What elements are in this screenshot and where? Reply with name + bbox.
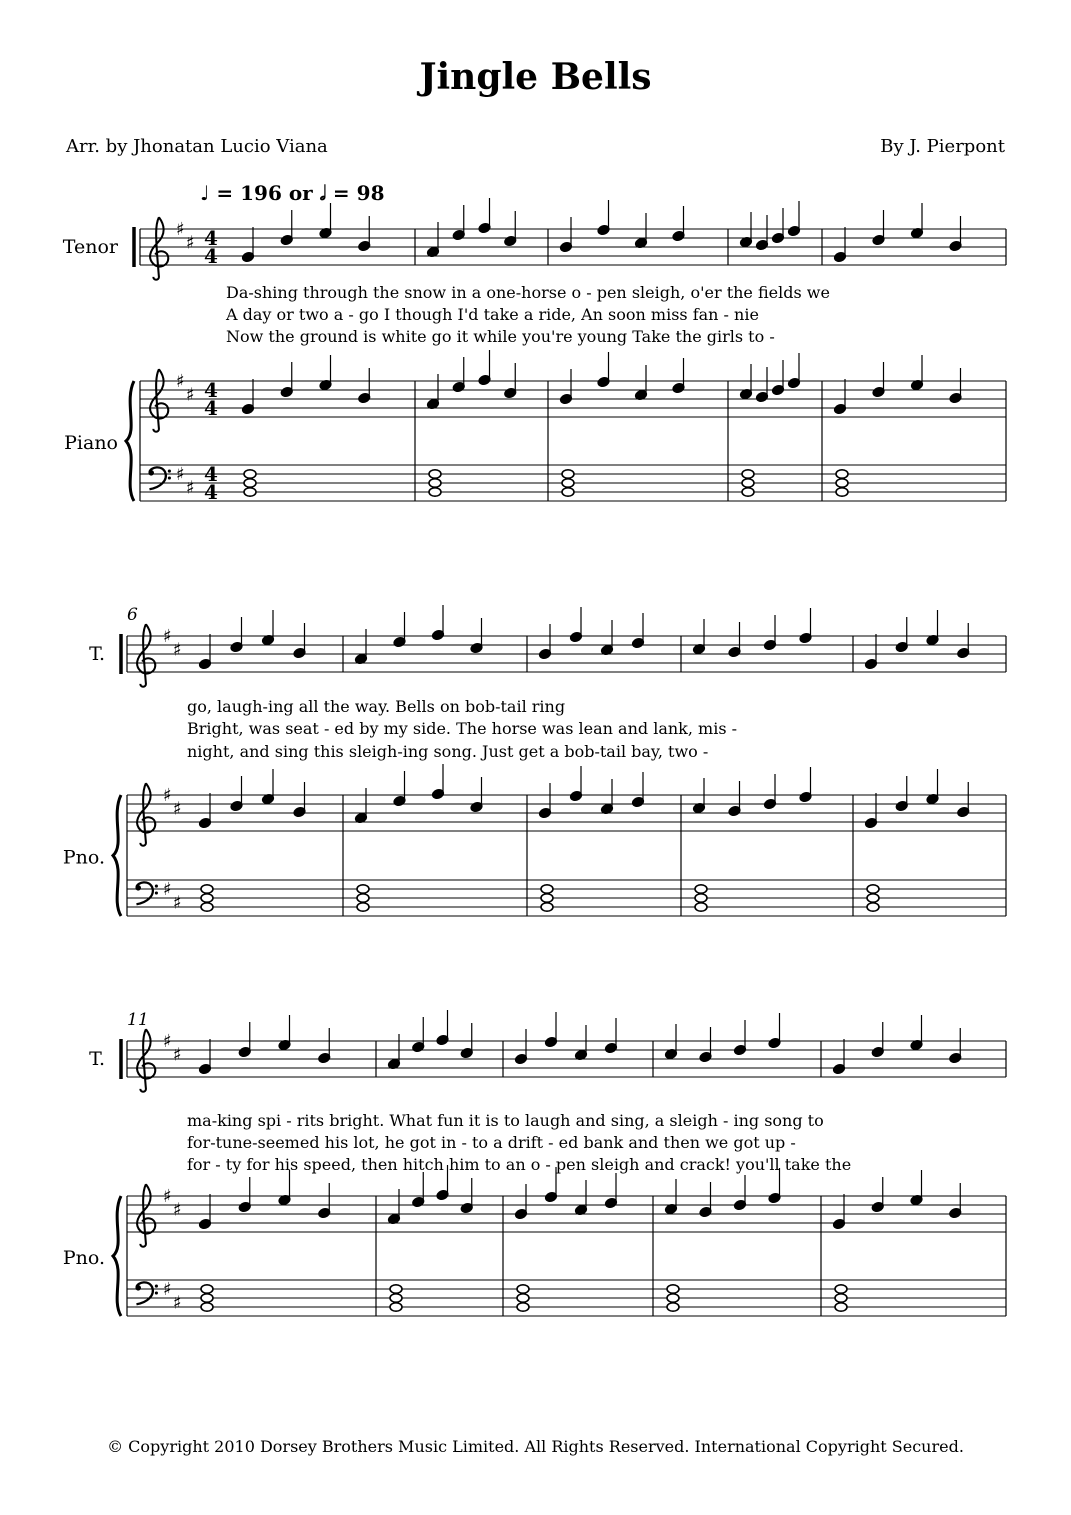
whole-note-head [742,488,754,496]
whole-note-head [836,470,848,478]
treble-clef-icon [137,624,155,687]
lyric-line-1: go, laugh-ing all the way. Bells on bob-tail ring [187,697,566,716]
treble-clef-icon [137,783,155,846]
whole-note-head [695,903,707,911]
time-signature: 4 [204,396,218,420]
whole-note-head [835,1303,847,1311]
lyric-line-2: A day or two a - go I though I'd take a ride, An soon miss fan - nie [226,305,759,324]
lyric-line-2: Bright, was seat - ed by my side. The horse was lean and lank, mis - [187,719,738,738]
whole-note-head [562,470,574,478]
lyric-line-3: Now the ground is white go it while you're young Take the girls to - [226,327,775,346]
whole-note-head [835,1285,847,1293]
whole-note-head [541,903,553,911]
whole-note-head [835,1294,847,1302]
whole-note-head [695,885,707,893]
sharp-icon: ♯ [176,464,185,485]
bass-clef-icon [135,882,158,904]
whole-note-head [244,479,256,487]
lyric-line-1: ma-king spi - rits bright. What fun it is to laugh and sing, a sleigh - ing song to [187,1111,824,1130]
whole-note-head [667,1303,679,1311]
lyric-line-2: for-tune-seemed his lot, he got in - to a drift - ed bank and then we got up - [187,1133,796,1152]
sharp-icon: ♯ [163,1186,172,1207]
measure-number: 11 [127,1010,149,1030]
instrument-label-tenor: Tenor [62,236,118,258]
whole-note-head [244,488,256,496]
time-signature: 4 [204,226,218,250]
sharp-icon: ♯ [173,1292,182,1314]
instrument-label-piano: Piano [64,432,118,454]
instrument-label-piano: Pno. [62,1247,105,1269]
whole-note-head [562,488,574,496]
time-signature: 4 [204,244,218,268]
whole-note-head [429,488,441,496]
whole-note-head [357,885,369,893]
whole-note-head [429,470,441,478]
instrument-label-tenor: T. [89,643,105,665]
whole-note-head [201,903,213,911]
sharp-icon: ♯ [176,219,185,240]
sharp-icon: ♯ [163,879,172,900]
lyric-line-1: Da-shing through the snow in a one-horse o - pen sleigh, o'er the fields we [226,283,830,302]
whole-note-head [667,1285,679,1293]
piano-brace [113,795,121,916]
sharp-icon: ♯ [173,1044,182,1066]
sharp-icon: ♯ [173,892,182,914]
whole-note-head [742,479,754,487]
whole-note-head [244,470,256,478]
sharp-icon: ♯ [163,1279,172,1300]
whole-note-head [390,1285,402,1293]
whole-note-head [390,1303,402,1311]
treble-clef-icon [137,1184,155,1247]
sharp-icon: ♯ [186,232,195,254]
arranger-credit: Arr. by Jhonatan Lucio Viana [66,136,328,157]
whole-note-head [836,488,848,496]
tempo-marking: ♩ = 196 or 𝅗𝅥 = 98 [200,181,385,205]
whole-note-head [201,1285,213,1293]
whole-note-head [541,894,553,902]
sharp-icon: ♯ [163,626,172,647]
lyric-line-3: night, and sing this sleigh-ing song. Just get a bob-tail bay, two - [187,742,709,761]
lyric-line-3: for - ty for his speed, then hitch him to an o - pen sleigh and crack! you'll take the [187,1155,852,1174]
whole-note-head [517,1285,529,1293]
sharp-icon: ♯ [163,785,172,806]
whole-note-head [201,1294,213,1302]
instrument-label-tenor: T. [89,1048,105,1070]
whole-note-head [867,894,879,902]
piano-brace [113,1196,121,1316]
sharp-icon: ♯ [173,1199,182,1221]
score-title: Jingle Bells [419,56,652,98]
whole-note-head [541,885,553,893]
whole-note-head [429,479,441,487]
piano-brace [126,381,134,501]
treble-clef-icon [150,217,168,280]
instrument-label-piano: Pno. [62,846,105,869]
whole-note-head [867,885,879,893]
whole-note-head [357,894,369,902]
sharp-icon: ♯ [163,1031,172,1052]
time-signature: 4 [204,462,218,486]
whole-note-head [867,903,879,911]
treble-clef-icon [137,1029,155,1092]
composer-credit: By J. Pierpont [880,136,1005,157]
sharp-icon: ♯ [186,477,195,499]
whole-note-head [357,903,369,911]
whole-note-head [517,1294,529,1302]
measure-number: 6 [127,605,138,625]
whole-note-head [836,479,848,487]
whole-note-head [390,1294,402,1302]
time-signature: 4 [204,378,218,402]
copyright-notice: © Copyright 2010 Dorsey Brothers Music Limited. All Rights Reserved. International Copyright Secured. [107,1437,964,1456]
bass-clef-icon [148,467,171,489]
whole-note-head [562,479,574,487]
time-signature: 4 [204,480,218,504]
whole-note-head [517,1303,529,1311]
whole-note-head [201,1303,213,1311]
sharp-icon: ♯ [173,639,182,661]
sharp-icon: ♯ [176,371,185,392]
whole-note-head [695,894,707,902]
sharp-icon: ♯ [186,384,195,406]
whole-note-head [742,470,754,478]
bass-clef-icon [135,1282,158,1304]
whole-note-head [201,885,213,893]
whole-note-head [667,1294,679,1302]
sharp-icon: ♯ [173,798,182,820]
whole-note-head [201,894,213,902]
treble-clef-icon [150,369,168,432]
